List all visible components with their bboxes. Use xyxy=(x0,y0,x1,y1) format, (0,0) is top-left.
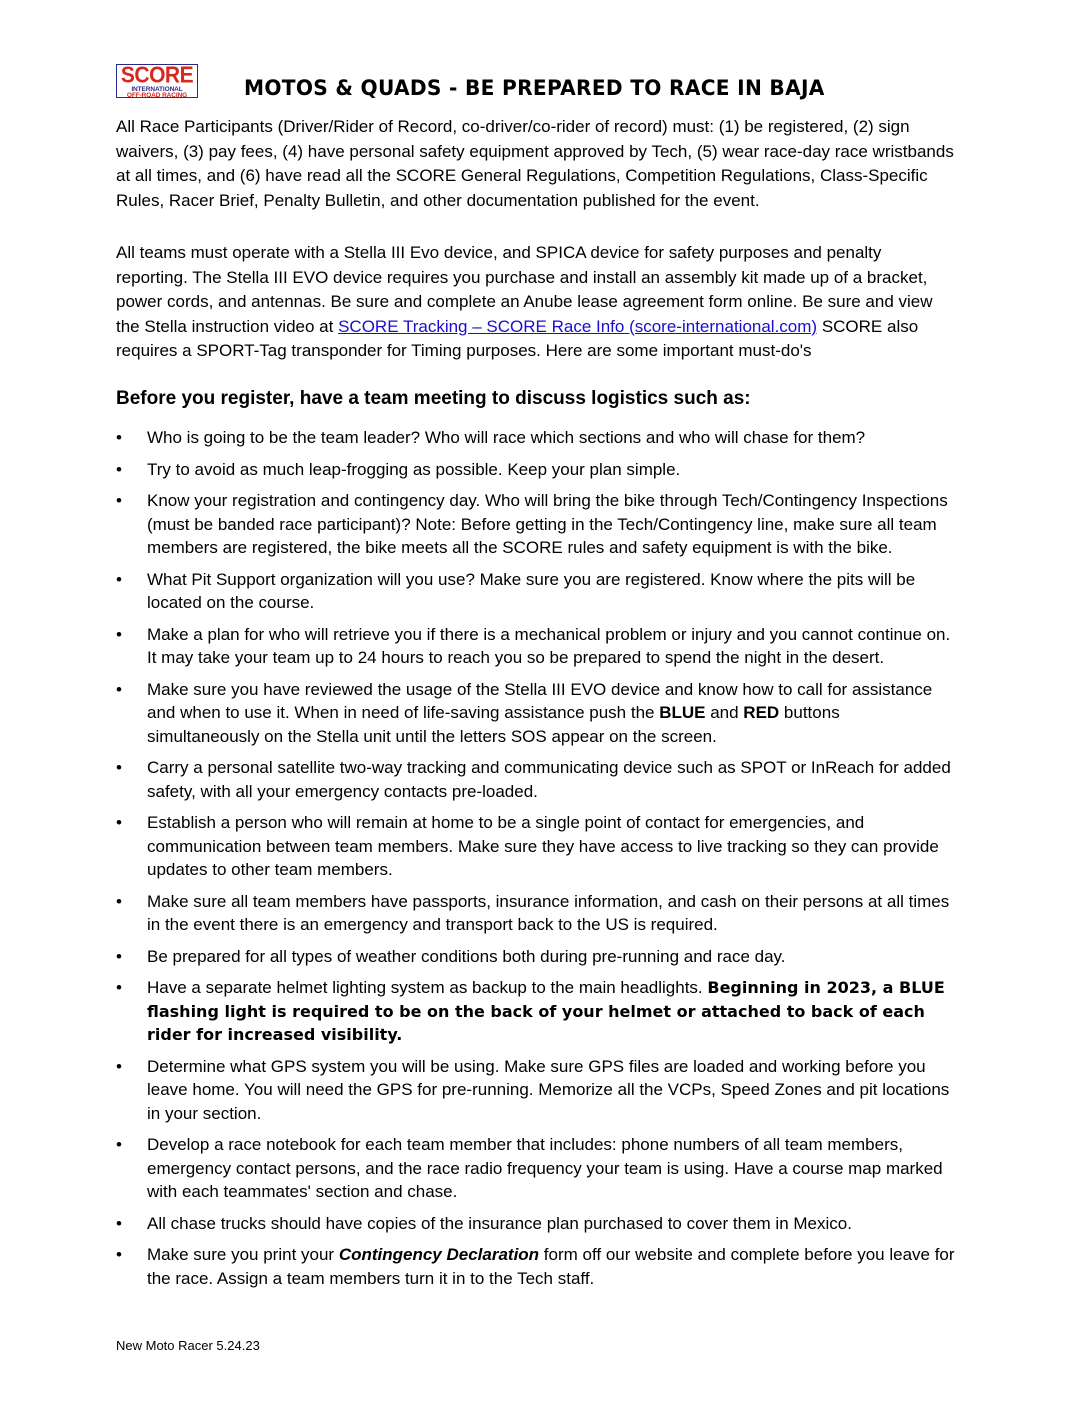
bullet-icon: • xyxy=(116,758,122,777)
paragraph-text: All teams must operate with a Stella III Evo device, and SPICA device for safety purposes and penalty reporting. The Stella III EVO device requires you purchase and install an assembly kit made up of a bracket, power cords, and antennas. Be sure and complete an Anube lease agreement form online. Be sure and view the Stella instruction video at xyxy=(116,243,933,336)
list-item xyxy=(116,976,956,1047)
list-item-text: Know your registration and contingency day. Who will bring the bike through Tech/Contingency Inspections (must be banded race participant)? Note: Before getting in the Tech/Contingency line, make sure all team members are registered, the bike meets all the SCORE rules and safety equipment is with the bike. xyxy=(147,491,948,557)
section-heading: Before you register, have a team meeting to discuss logistics such as: xyxy=(116,388,751,409)
list-item xyxy=(116,489,956,560)
list-item-text: What Pit Support organization will you use? Make sure you are registered. Know where the pits will be located on the course. xyxy=(147,569,916,612)
list-item-text: Try to avoid as much leap-frogging as possible. Keep your plan simple. xyxy=(147,459,681,479)
bullet-icon: • xyxy=(116,569,122,589)
contingency-declaration-emphasis: Contingency Declaration xyxy=(338,1245,540,1264)
list-item-text: Have a separate helmet lighting system as backup to the main headlights. xyxy=(147,978,708,997)
bullet-icon: • xyxy=(116,1135,122,1154)
bullet-icon: • xyxy=(116,1245,122,1264)
list-item xyxy=(116,1133,956,1204)
list-item xyxy=(116,945,956,969)
intro-paragraph-2 xyxy=(116,241,956,364)
list-item-text: Make sure all team members have passports, insurance information, and cash on their persons at all times in the event there is an emergency and transport back to the US is required. xyxy=(147,891,950,934)
footer-version: New Moto Racer 5.24.23 xyxy=(116,1338,260,1353)
emphasis-blue: BLUE xyxy=(659,703,706,722)
bullet-icon: • xyxy=(116,1056,122,1076)
intro-paragraph-1: All Race Participants (Driver/Rider of Record, co-driver/co-rider of record) must: (1) be registered, (2) sign waivers, (3) pay fees, (4) have personal safety equipment approved by Tech, (5) wear race-day race wristbands at all times, and (6) have read all the SCORE General Regulations, Competition Regulations, Class-Specific Rules, Racer Brief, Penalty Bulletin, and other documentation published for the event. xyxy=(116,117,954,210)
logo-tagline-1: INTERNATIONAL xyxy=(131,86,183,93)
list-item xyxy=(116,1055,956,1126)
list-item-text: Determine what GPS system you will be using. Make sure GPS files are loaded and working before you leave home. You will need the GPS for pre-running. Memorize all the VCPs, Speed Zones and pit locations in your section. xyxy=(147,1056,950,1123)
list-item xyxy=(116,890,956,937)
bullet-icon: • xyxy=(116,679,122,699)
list-item-text: Be prepared for all types of weather conditions both during pre-running and race day. xyxy=(147,946,786,966)
list-item-text: and xyxy=(705,703,744,722)
bullet-icon: • xyxy=(116,813,122,832)
list-item-text: Make a plan for who will retrieve you if there is a mechanical problem or injury and you cannot continue on. It may take your team up to 24 hours to reach you so be prepared to spend the night in the desert. xyxy=(147,624,951,667)
list-item-text: Who is going to be the team leader? Who will race which sections and who will chase for them? xyxy=(147,428,866,447)
list-item-text: buttons simultaneously on the Stella unit until the letters SOS appear on the screen. xyxy=(147,703,840,746)
list-item-text: form off our website and complete before you leave for the race. Assign a team members turn it in to the Tech staff. xyxy=(147,1245,955,1288)
list-item xyxy=(116,1212,956,1236)
list-item xyxy=(116,568,956,615)
bullet-icon: • xyxy=(116,891,122,911)
bullet-icon: • xyxy=(116,1213,122,1233)
bullet-icon: • xyxy=(116,491,122,510)
bullet-icon: • xyxy=(116,624,122,644)
list-item-text: All chase trucks should have copies of the insurance plan purchased to cover them in Mexico. xyxy=(147,1213,852,1233)
list-item-text: Develop a race notebook for each team member that includes: phone numbers of all team members, emergency contact persons, and the race radio frequency your team is using. Have a course map marked with each teammates' section and chase. xyxy=(147,1135,943,1201)
score-tracking-link[interactable]: SCORE Tracking – SCORE Race Info (score-international.com) xyxy=(338,316,818,336)
score-logo xyxy=(116,64,198,98)
bullet-icon: • xyxy=(116,459,122,479)
list-item xyxy=(116,678,956,749)
logo-wordmark: SCORE xyxy=(120,64,194,89)
list-item xyxy=(116,623,956,670)
document-title: MOTOS & QUADS - BE PREPARED TO RACE IN BAJA xyxy=(244,76,825,100)
list-item-text: Make sure you print your xyxy=(147,1245,339,1264)
list-item-text: Make sure you have reviewed the usage of the Stella III EVO device and know how to call for assistance and when to use it. When in need of life-saving assistance push the xyxy=(147,679,933,722)
bullet-icon: • xyxy=(116,428,122,447)
logo-tagline-2: OFF-ROAD RACING xyxy=(126,92,188,98)
blue-light-requirement: Beginning in 2023, a BLUE flashing light is required to be on the back of your helmet or attached to back of each rider for increased visibility. xyxy=(147,978,945,1044)
list-item xyxy=(116,1243,956,1290)
list-item xyxy=(116,756,956,803)
emphasis-red: RED xyxy=(743,703,780,722)
document-header xyxy=(116,64,946,104)
bullet-icon: • xyxy=(116,978,122,997)
paragraph-text: SCORE also requires a SPORT-Tag transponder for Timing purposes. Here are some important must-do's xyxy=(116,316,919,360)
list-item xyxy=(116,426,956,450)
bullet-icon: • xyxy=(116,946,122,966)
list-item-text: Carry a personal satellite two-way tracking and communicating device such as SPOT or InReach for added safety, with all your emergency contacts pre-loaded. xyxy=(147,758,951,801)
list-item xyxy=(116,458,956,482)
list-item-text: Establish a person who will remain at home to be a single point of contact for emergencies, and communication between team members. Make sure they have access to live tracking so they can provide updates to other team members. xyxy=(147,813,939,879)
list-item xyxy=(116,811,956,882)
checklist xyxy=(116,426,956,1290)
